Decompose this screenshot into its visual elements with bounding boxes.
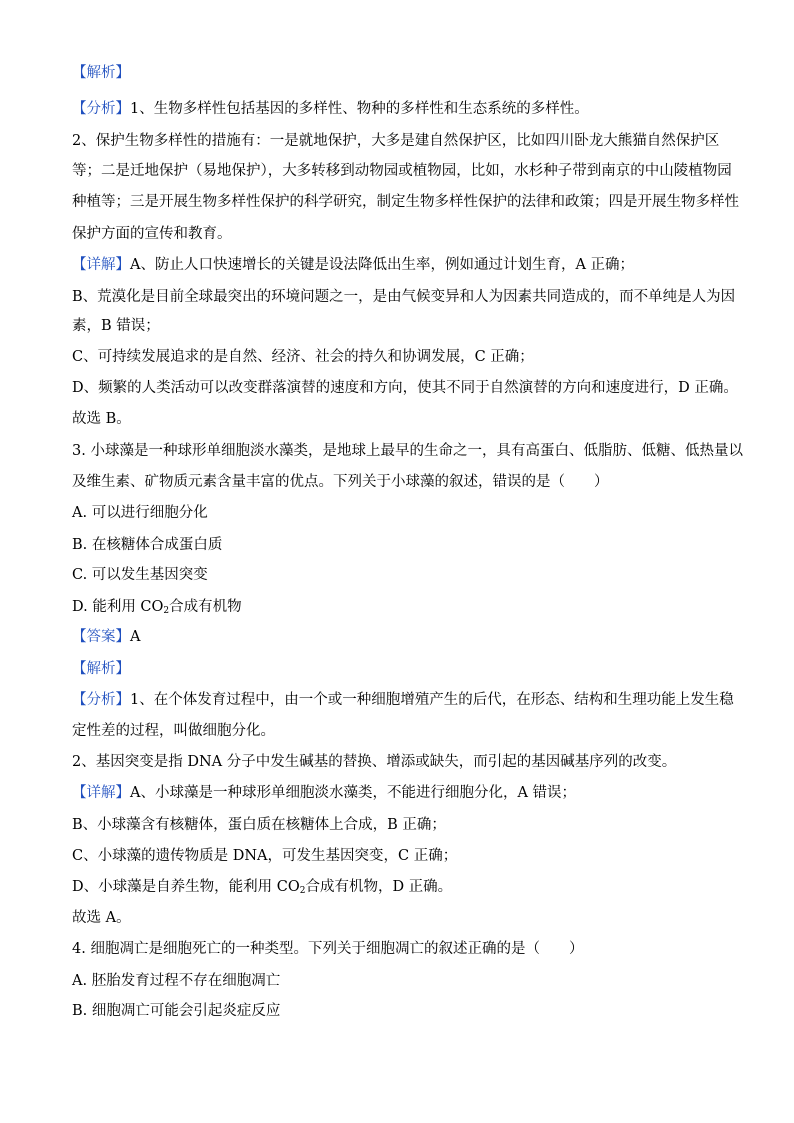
option-b: B. 细胞凋亡可能会引起炎症反应: [72, 1003, 281, 1019]
option-a: A. 可以进行细胞分化: [72, 505, 208, 521]
text-line: 种植等；三是开展生物多样性保护的科学研究，制定生物多样性保护的法律和政策；四是开展生物多样性: [72, 194, 739, 210]
text-line: 等；二是迁地保护（易地保护），大多转移到动物园或植物园，比如，水杉种子带到南京的中山陵植物园: [72, 163, 732, 179]
option-b: B. 在核糖体合成蛋白质: [72, 537, 223, 553]
answer-line: 【答案】A: [72, 629, 141, 645]
text-line: B、荒漠化是目前全球最突出的环境问题之一，是由气候变异和人为因素共同造成的，而不单纯是人为因: [72, 289, 736, 305]
analysis-paragraph: 【分析】1、在个体发育过程中，由一个或一种细胞增殖产生的后代，在形态、结构和生理功能上发生稳: [72, 692, 734, 708]
question-4-stem: 4. 细胞凋亡是细胞死亡的一种类型。下列关于细胞凋亡的叙述正确的是（ ）: [72, 941, 584, 957]
text-line: D、小球藻是自养生物，能利用 $CO_2$合成有机物，D 正确。: [72, 879, 453, 896]
text-line: B、小球藻含有核糖体，蛋白质在核糖体上合成，B 正确；: [72, 817, 446, 833]
text-line: D、频繁的人类活动可以改变群落演替的速度和方向，使其不同于自然演替的方向和速度进行，D 正确。: [72, 380, 738, 396]
section-heading-analysis: 【解析】: [72, 661, 130, 677]
section-heading-analysis: 【解析】: [72, 65, 130, 81]
text-line: C、小球藻的遗传物质是 DNA，可发生基因突变，C 正确；: [72, 848, 458, 864]
text-line: 2、保护生物多样性的措施有：一是就地保护，大多是建自然保护区，比如四川卧龙大熊猫自然保护区: [72, 133, 720, 149]
option-d: D. 能利用 $CO_2$合成有机物: [72, 599, 242, 616]
text-line: 素，B 错误；: [72, 318, 160, 334]
question-3-stem: 及维生素、矿物质元素含量丰富的优点。下列关于小球藻的叙述，错误的是（ ）: [72, 474, 609, 490]
question-3-stem: 3. 小球藻是一种球形单细胞淡水藻类，是地球上最早的生命之一，具有高蛋白、低脂肪、低糖、低热量以: [72, 443, 743, 459]
option-c: C. 可以发生基因突变: [72, 567, 208, 583]
detail-paragraph: 【详解】A、防止人口快速增长的关键是设法降低出生率，例如通过计划生育，A 正确；: [72, 257, 635, 273]
detail-paragraph: 【详解】A、小球藻是一种球形单细胞淡水藻类，不能进行细胞分化，A 错误；: [72, 785, 577, 801]
text-line: 2、基因突变是指 DNA 分子中发生碱基的替换、增添或缺失，而引起的基因碱基序列的改变。: [72, 754, 677, 770]
text-line: 保护方面的宣传和教育。: [72, 226, 232, 242]
text-line: 定性差的过程，叫做细胞分化。: [72, 723, 275, 739]
conclusion-line: 故选 B。: [72, 411, 131, 427]
conclusion-line: 故选 A。: [72, 910, 131, 926]
analysis-paragraph: 【分析】1、生物多样性包括基因的多样性、物种的多样性和生态系统的多样性。: [72, 101, 589, 117]
text-line: C、可持续发展追求的是自然、经济、社会的持久和协调发展，C 正确；: [72, 349, 534, 365]
option-a: A. 胚胎发育过程不存在细胞凋亡: [72, 973, 281, 989]
